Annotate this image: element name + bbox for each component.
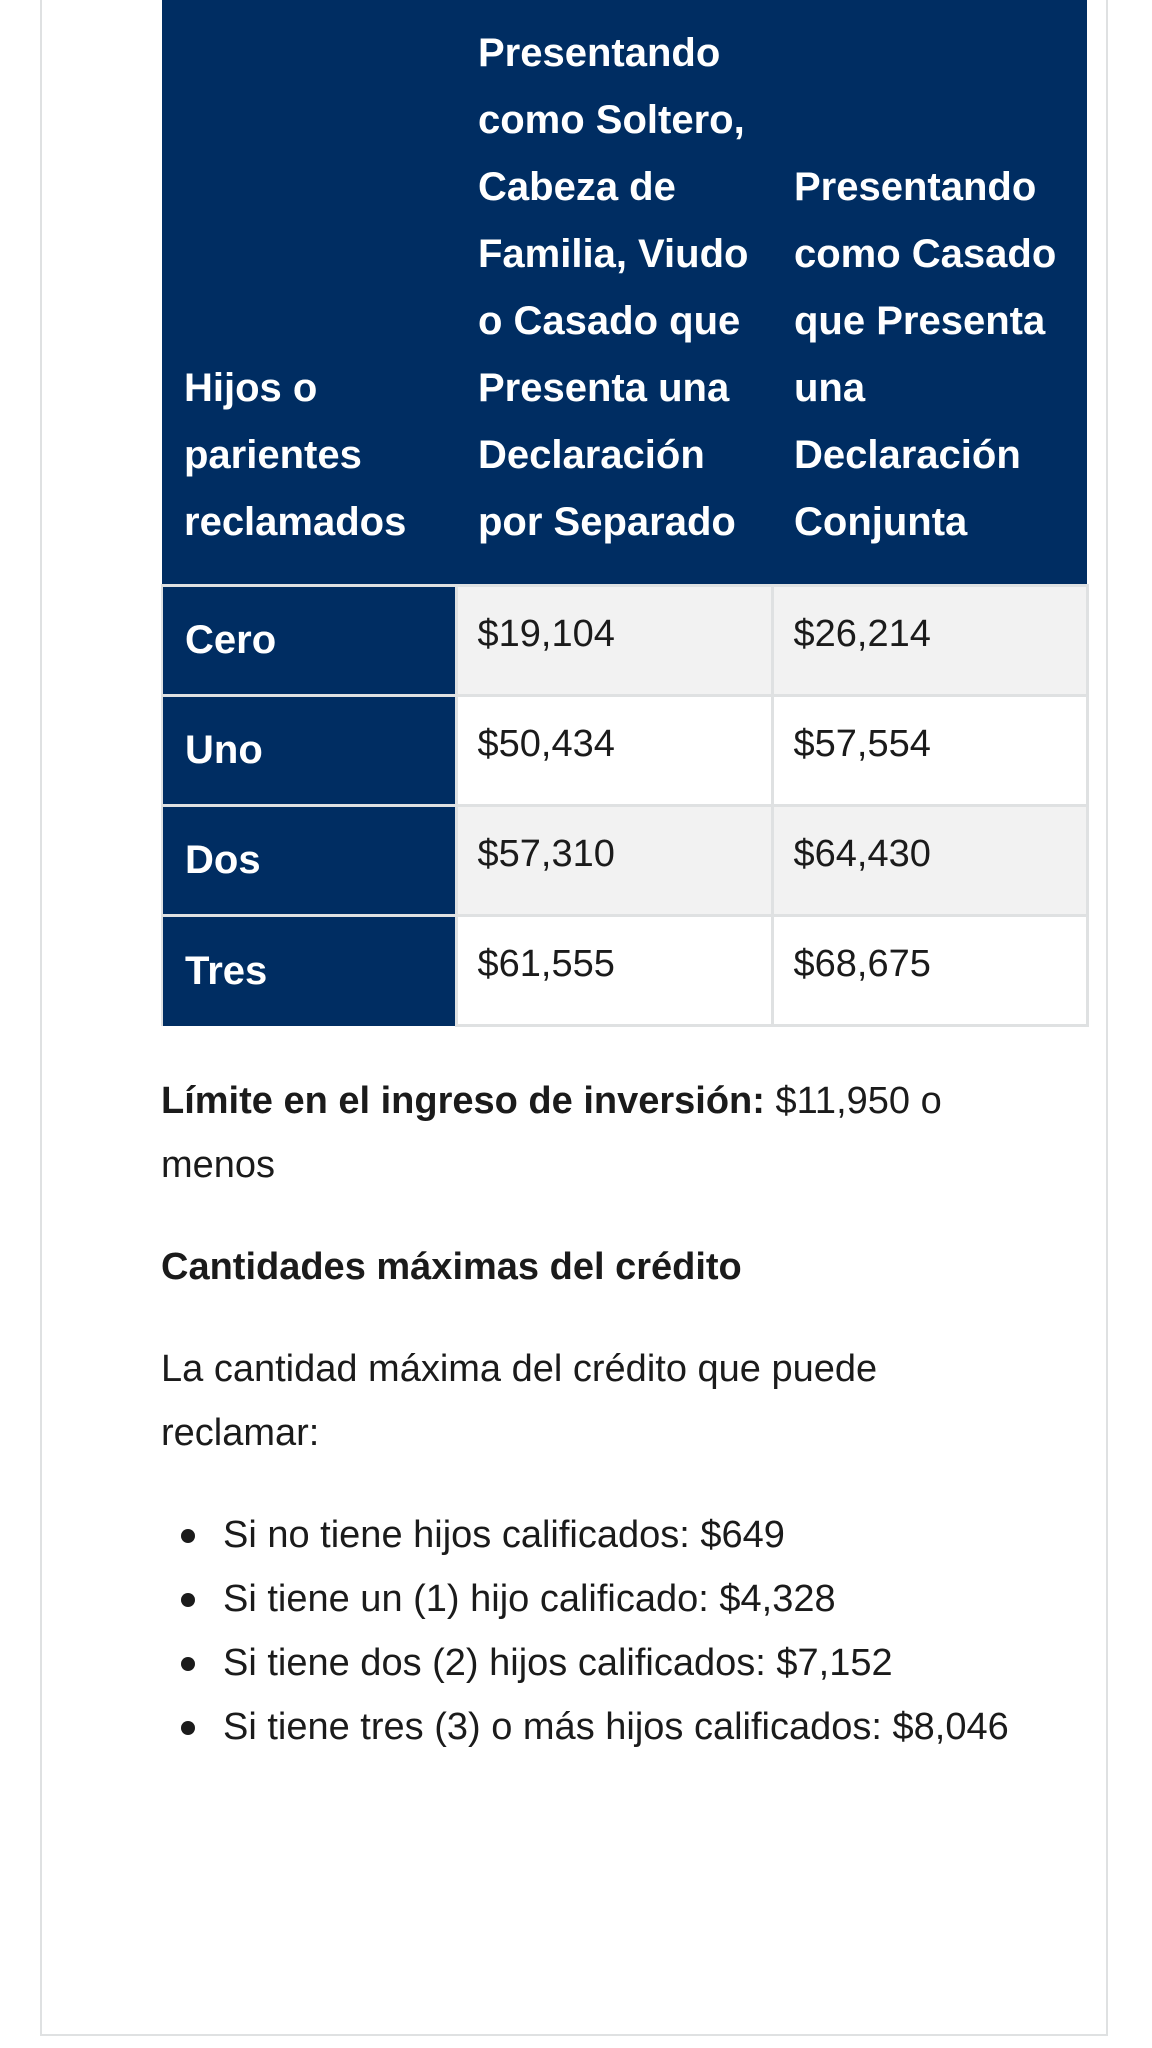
- list-item-text: Si tiene tres (3) o más hijos calificados: $8,046: [223, 1706, 1009, 1748]
- investment-limit-value: $11,950 o menos: [161, 1080, 942, 1186]
- list-item: [161, 1631, 1086, 1695]
- max-credit-heading: Cantidades máximas del crédito: [161, 1246, 742, 1288]
- row-label: Dos: [162, 806, 456, 916]
- header-children-claimed: Hijos o parientes reclamados: [162, 0, 456, 586]
- row-label: Uno: [162, 696, 456, 806]
- table-row: [162, 586, 1087, 696]
- cell-joint-amount: $68,675: [772, 916, 1087, 1026]
- header-joint-filing: Presentando como Casado que Presenta una Declaración Conjunta: [772, 0, 1087, 586]
- header-row: [162, 0, 1087, 586]
- cell-joint-amount: $26,214: [772, 586, 1087, 696]
- list-item-text: Si tiene dos (2) hijos calificados: $7,152: [223, 1642, 893, 1684]
- cell-joint-amount: $64,430: [772, 806, 1087, 916]
- max-credit-intro: La cantidad máxima del crédito que puede reclamar:: [161, 1348, 878, 1454]
- list-item: [161, 1567, 1086, 1631]
- max-credit-list: [161, 1503, 1086, 1759]
- list-item: [161, 1695, 1086, 1759]
- list-item: [161, 1503, 1086, 1567]
- income-limits-table: [161, 0, 1089, 1027]
- bullet-icon: [181, 1657, 195, 1671]
- cell-joint-amount: $57,554: [772, 696, 1087, 806]
- list-item-text: Si no tiene hijos calificados: $649: [223, 1514, 785, 1556]
- list-item-text: Si tiene un (1) hijo calificado: $4,328: [223, 1578, 836, 1620]
- investment-limit-label: Límite en el ingreso de inversión:: [161, 1080, 765, 1122]
- cell-single-amount: $57,310: [456, 806, 772, 916]
- row-label: Cero: [162, 586, 456, 696]
- table-row: [162, 696, 1087, 806]
- investment-income-limit: [161, 1069, 981, 1197]
- cell-single-amount: $19,104: [456, 586, 772, 696]
- bullet-icon: [181, 1593, 195, 1607]
- bullet-icon: [181, 1529, 195, 1543]
- header-single-filing: Presentando como Soltero, Cabeza de Familia, Viudo o Casado que Presenta una Declaración por Separado: [456, 0, 772, 586]
- table-row: [162, 916, 1087, 1026]
- table-body: [162, 586, 1087, 1026]
- cell-single-amount: $50,434: [456, 696, 772, 806]
- bullet-icon: [181, 1721, 195, 1735]
- table-header: [162, 0, 1087, 586]
- main-content: [161, 0, 1086, 1759]
- cell-single-amount: $61,555: [456, 916, 772, 1026]
- table-row: [162, 806, 1087, 916]
- row-label: Tres: [162, 916, 456, 1026]
